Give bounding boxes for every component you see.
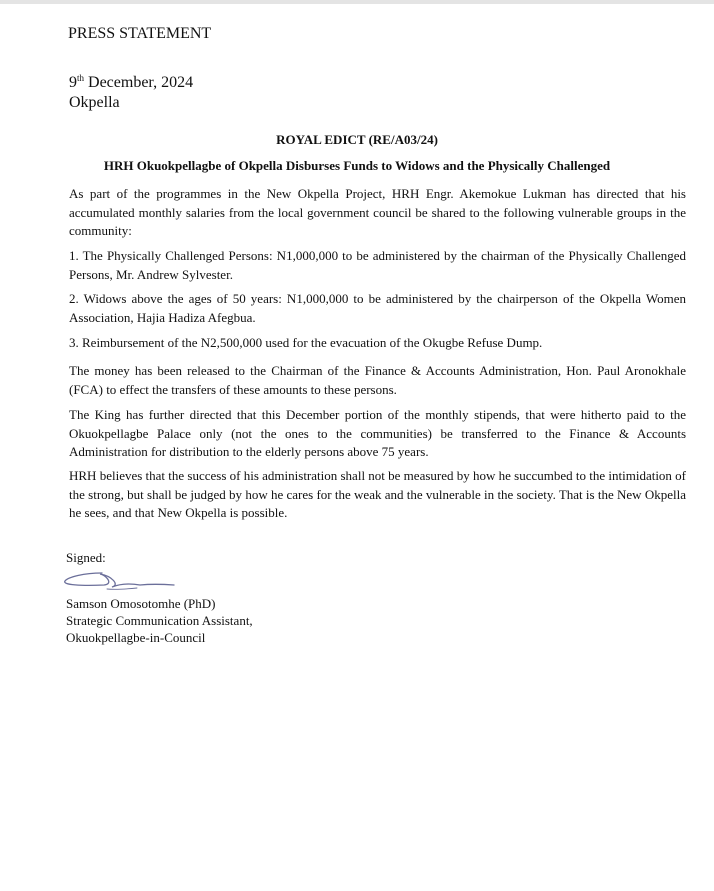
signer-role: Strategic Communication Assistant, <box>66 613 253 628</box>
document-title: PRESS STATEMENT <box>68 25 212 42</box>
paragraph-belief: HRH believes that the success of his administration shall not be measured by how he succumbed to the intimidation of the strong, but shall be judged by how he cares for the weak and the vulnerable in the society. That is the New Okpella he sees, and that New Okpella is possible. <box>69 468 687 520</box>
list-item-physically-challenged: 1. The Physically Challenged Persons: N1,000,000 to be administered by the chairman of the Physically Challenged Persons, Mr. Andrew Sylvester. <box>69 248 686 282</box>
paragraph-king-directive: The King has further directed that this December portion of the monthly stipends, that were hitherto paid to the Okuokpellagbe Palace only (not the ones to the communities) be transferred to the Finance & Accounts Administration for distribution to the elderly persons above 75 years. <box>69 407 686 459</box>
date-suffix: th <box>77 73 85 83</box>
signature-icon <box>62 569 177 593</box>
date-rest: December, 2024 <box>84 74 194 91</box>
signer-block <box>66 595 253 646</box>
list-item-widows: 2. Widows above the ages of 50 years: N1,000,000 to be administered by the chairperson of the Okpella Women Association, Hajia Hadiza Afegbua. <box>69 291 686 325</box>
date-day: 9 <box>69 74 77 91</box>
headline: HRH Okuokpellagbe of Okpella Disburses Funds to Widows and the Physically Challenged <box>103 158 611 173</box>
signed-label: Signed: <box>66 550 106 565</box>
edict-reference: ROYAL EDICT (RE/A03/24) <box>276 132 438 147</box>
document-place: Okpella <box>69 94 120 111</box>
signer-name: Samson Omosotomhe (PhD) <box>66 596 216 611</box>
paragraph-release: The money has been released to the Chairman of the Finance & Accounts Administration, Hon. Paul Aronokhale (FCA) to effect the transfers of these amounts to these persons. <box>69 363 686 397</box>
list-item-reimbursement: 3. Reimbursement of the N2,500,000 used for the evacuation of the Okugbe Refuse Dump. <box>69 335 543 350</box>
document-date <box>69 74 193 92</box>
signer-office: Okuokpellagbe-in-Council <box>66 630 206 645</box>
paragraph-intro: As part of the programmes in the New Okpella Project, HRH Engr. Akemokue Lukman has directed that his accumulated monthly salaries from the local government council be shared to the following vulnerable groups in the community: <box>69 186 686 238</box>
